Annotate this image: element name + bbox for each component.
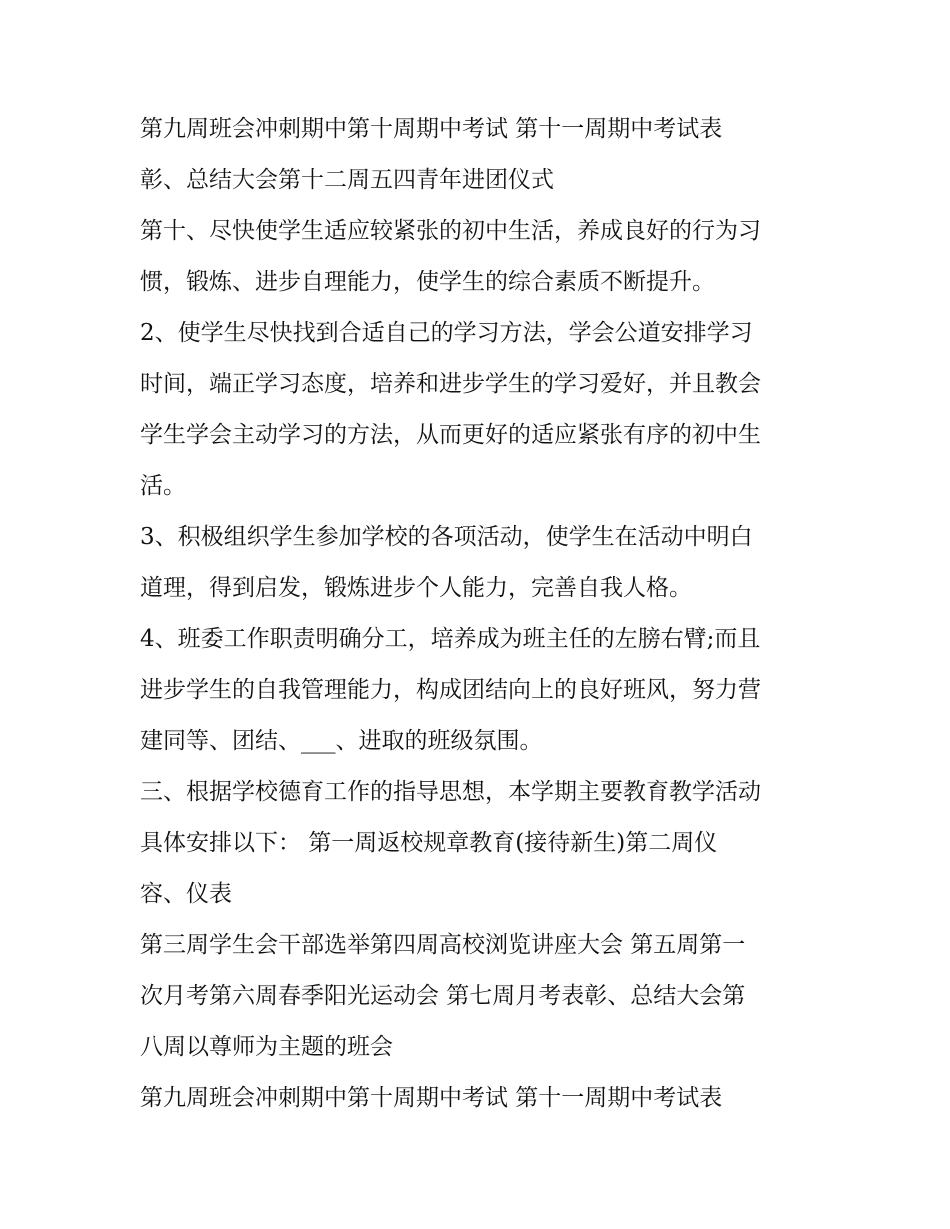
- text-line: 时间，端正学习态度，培养和进步学生的学习爱好，并且教会: [140, 371, 761, 397]
- text-line: 道理，得到启发，锻炼进步个人能力，完善自我人格。: [140, 575, 692, 601]
- text-line: 建同等、团结、___、进取的班级氛围。: [140, 728, 543, 754]
- text-line: 4、班委工作职责明确分工，培养成为班主任的左膀右臂;而且: [140, 626, 761, 652]
- document-body: [140, 104, 830, 1124]
- text-line: 惯，锻炼、进步自理能力，使学生的综合素质不断提升。: [140, 269, 715, 295]
- text-line: 具体安排以下： 第一周返校规章教育(接待新生)第二周仪: [140, 830, 718, 856]
- text-line: 第九周班会冲刺期中第十周期中考试 第十一周期中考试表: [140, 1085, 723, 1111]
- text-line: 次月考第六周春季阳光运动会 第七周月考表彰、总结大会第: [140, 983, 746, 1009]
- text-line: 彰、总结大会第十二周五四青年进团仪式: [140, 167, 554, 193]
- text-line: 八周以尊师为主题的班会: [140, 1034, 393, 1060]
- text-line: 学生学会主动学习的方法，从而更好的适应紧张有序的初中生: [140, 422, 761, 448]
- text-line: 进步学生的自我管理能力，构成团结向上的良好班风，努力营: [140, 677, 761, 703]
- text-line: 第九周班会冲刺期中第十周期中考试 第十一周期中考试表: [140, 116, 723, 142]
- text-line: 第十、尽快使学生适应较紧张的初中生活，养成良好的行为习: [140, 218, 761, 244]
- text-line: 第三周学生会干部选举第四周高校浏览讲座大会 第五周第一: [140, 932, 746, 958]
- text-line: 三、根据学校德育工作的指导思想，本学期主要教育教学活动: [140, 779, 761, 805]
- text-line: 2、使学生尽快找到合适自己的学习方法，学会公道安排学习: [140, 320, 753, 346]
- text-line: 3、积极组织学生参加学校的各项活动，使学生在活动中明白: [140, 524, 753, 550]
- text-line: 容、仪表: [140, 881, 232, 907]
- text-line: 活。: [140, 473, 186, 499]
